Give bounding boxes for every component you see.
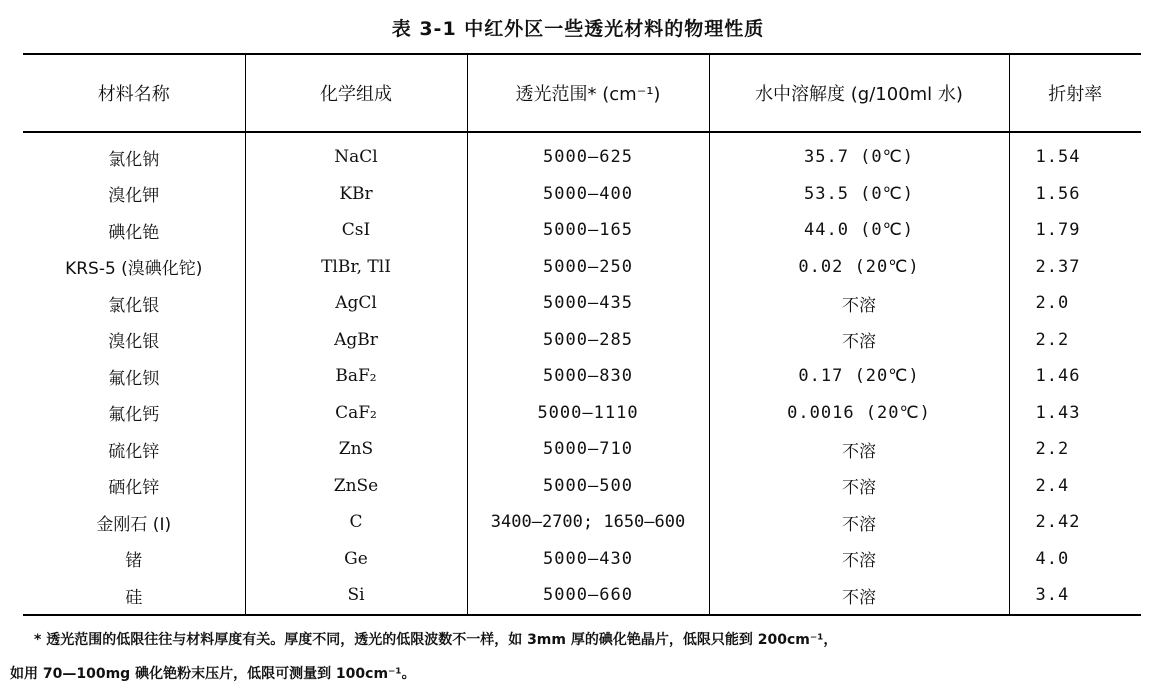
range-cell: 5000—625 — [467, 132, 709, 176]
formula-cell: CsI — [245, 212, 467, 249]
refractive-index-cell: 1.46 — [1009, 358, 1141, 395]
formula-cell: ZnS — [245, 431, 467, 468]
table-row — [23, 249, 1141, 286]
solubility-cell: 不溶 — [709, 541, 1009, 578]
refractive-index-cell: 1.79 — [1009, 212, 1141, 249]
refractive-index-cell: 2.0 — [1009, 285, 1141, 322]
solubility-cell: 53.5 (0℃) — [709, 176, 1009, 213]
material-name-cell: 氯化钠 — [108, 149, 160, 170]
properties-table — [23, 53, 1141, 616]
table-row — [23, 358, 1141, 395]
table-row — [23, 285, 1141, 322]
formula-cell: AgBr — [245, 322, 467, 359]
table-row — [23, 132, 1141, 176]
solubility-cell: 不溶 — [709, 577, 1009, 615]
column-header: 折射率 — [1009, 54, 1141, 132]
material-name-cell: 硫化锌 — [108, 441, 160, 462]
solubility-cell: 35.7 (0℃) — [709, 132, 1009, 176]
range-cell: 5000—435 — [467, 285, 709, 322]
range-cell: 5000—1110 — [467, 395, 709, 432]
refractive-index-cell: 4.0 — [1009, 541, 1141, 578]
material-name-cell: KRS-5 (溴碘化铊) — [65, 259, 203, 280]
column-header: 水中溶解度 (g/100ml 水) — [709, 54, 1009, 132]
range-cell: 5000—165 — [467, 212, 709, 249]
refractive-index-cell: 2.37 — [1009, 249, 1141, 286]
range-cell: 5000—400 — [467, 176, 709, 213]
refractive-index-cell: 1.43 — [1009, 395, 1141, 432]
solubility-cell: 0.17 (20℃) — [709, 358, 1009, 395]
table-title: 表 3-1 中红外区一些透光材料的物理性质 — [391, 18, 765, 40]
refractive-index-cell: 2.4 — [1009, 468, 1141, 505]
table-row — [23, 322, 1141, 359]
formula-cell: ZnSe — [245, 468, 467, 505]
refractive-index-cell: 1.54 — [1009, 132, 1141, 176]
table-row — [23, 431, 1141, 468]
refractive-index-cell: 2.2 — [1009, 431, 1141, 468]
range-cell: 5000—500 — [467, 468, 709, 505]
material-name-cell: 硅 — [23, 577, 245, 615]
refractive-index-cell: 1.56 — [1009, 176, 1141, 213]
solubility-cell: 不溶 — [709, 468, 1009, 505]
column-header: 透光范围* (cm⁻¹) — [467, 54, 709, 132]
refractive-index-cell: 2.2 — [1009, 322, 1141, 359]
range-cell: 5000—250 — [467, 249, 709, 286]
material-name-cell: 硒化锌 — [108, 478, 160, 499]
table-row — [23, 468, 1141, 505]
formula-cell: Ge — [245, 541, 467, 578]
range-cell: 5000—430 — [467, 541, 709, 578]
formula-cell: Si — [245, 577, 467, 615]
table-row — [23, 541, 1141, 578]
material-name-cell: 碘化铯 — [108, 222, 160, 243]
material-name-cell: 氟化钡 — [108, 368, 160, 389]
solubility-cell: 不溶 — [709, 322, 1009, 359]
table-row — [23, 212, 1141, 249]
column-header: 材料名称 — [23, 54, 245, 132]
formula-cell: AgCl — [245, 285, 467, 322]
solubility-cell: 0.0016 (20℃) — [709, 395, 1009, 432]
range-cell: 5000—660 — [467, 577, 709, 615]
formula-cell: C — [245, 504, 467, 541]
range-cell: 5000—830 — [467, 358, 709, 395]
solubility-cell: 不溶 — [709, 285, 1009, 322]
refractive-index-cell: 2.42 — [1009, 504, 1141, 541]
refractive-index-cell: 3.4 — [1009, 577, 1141, 615]
range-cell: 3400—2700; 1650—600 — [467, 504, 709, 541]
formula-cell: BaF₂ — [245, 358, 467, 395]
formula-cell: KBr — [245, 176, 467, 213]
formula-cell: CaF₂ — [245, 395, 467, 432]
column-header: 化学组成 — [245, 54, 467, 132]
material-name-cell: 锗 — [125, 551, 143, 572]
solubility-cell: 不溶 — [709, 431, 1009, 468]
material-name-cell: 金刚石 (Ⅰ) — [96, 514, 172, 535]
footnote-continued: 如用 70—100mg 碘化铯粉末压片，低限可测量到 100cm⁻¹。 — [10, 666, 416, 682]
material-name-cell: 氯化银 — [108, 295, 160, 316]
formula-cell: TlBr, TlI — [245, 249, 467, 286]
solubility-cell: 44.0 (0℃) — [709, 212, 1009, 249]
material-name-cell: 溴化银 — [108, 332, 160, 353]
material-name-cell: 氟化钙 — [108, 405, 160, 426]
footnote: * 透光范围的低限往往与材料厚度有关。厚度不同，透光的低限波数不一样，如 3mm 厚的碘化铯晶片，低限只能到 200cm⁻¹， — [34, 632, 838, 648]
table-row — [23, 176, 1141, 213]
table-row — [23, 504, 1141, 541]
material-name-cell: 溴化钾 — [108, 186, 160, 207]
range-cell: 5000—285 — [467, 322, 709, 359]
solubility-cell: 0.02 (20℃) — [709, 249, 1009, 286]
table-header-row — [23, 54, 1141, 132]
table-row — [23, 395, 1141, 432]
solubility-cell: 不溶 — [709, 504, 1009, 541]
formula-cell: NaCl — [245, 132, 467, 176]
range-cell: 5000—710 — [467, 431, 709, 468]
table-row — [23, 577, 1141, 615]
